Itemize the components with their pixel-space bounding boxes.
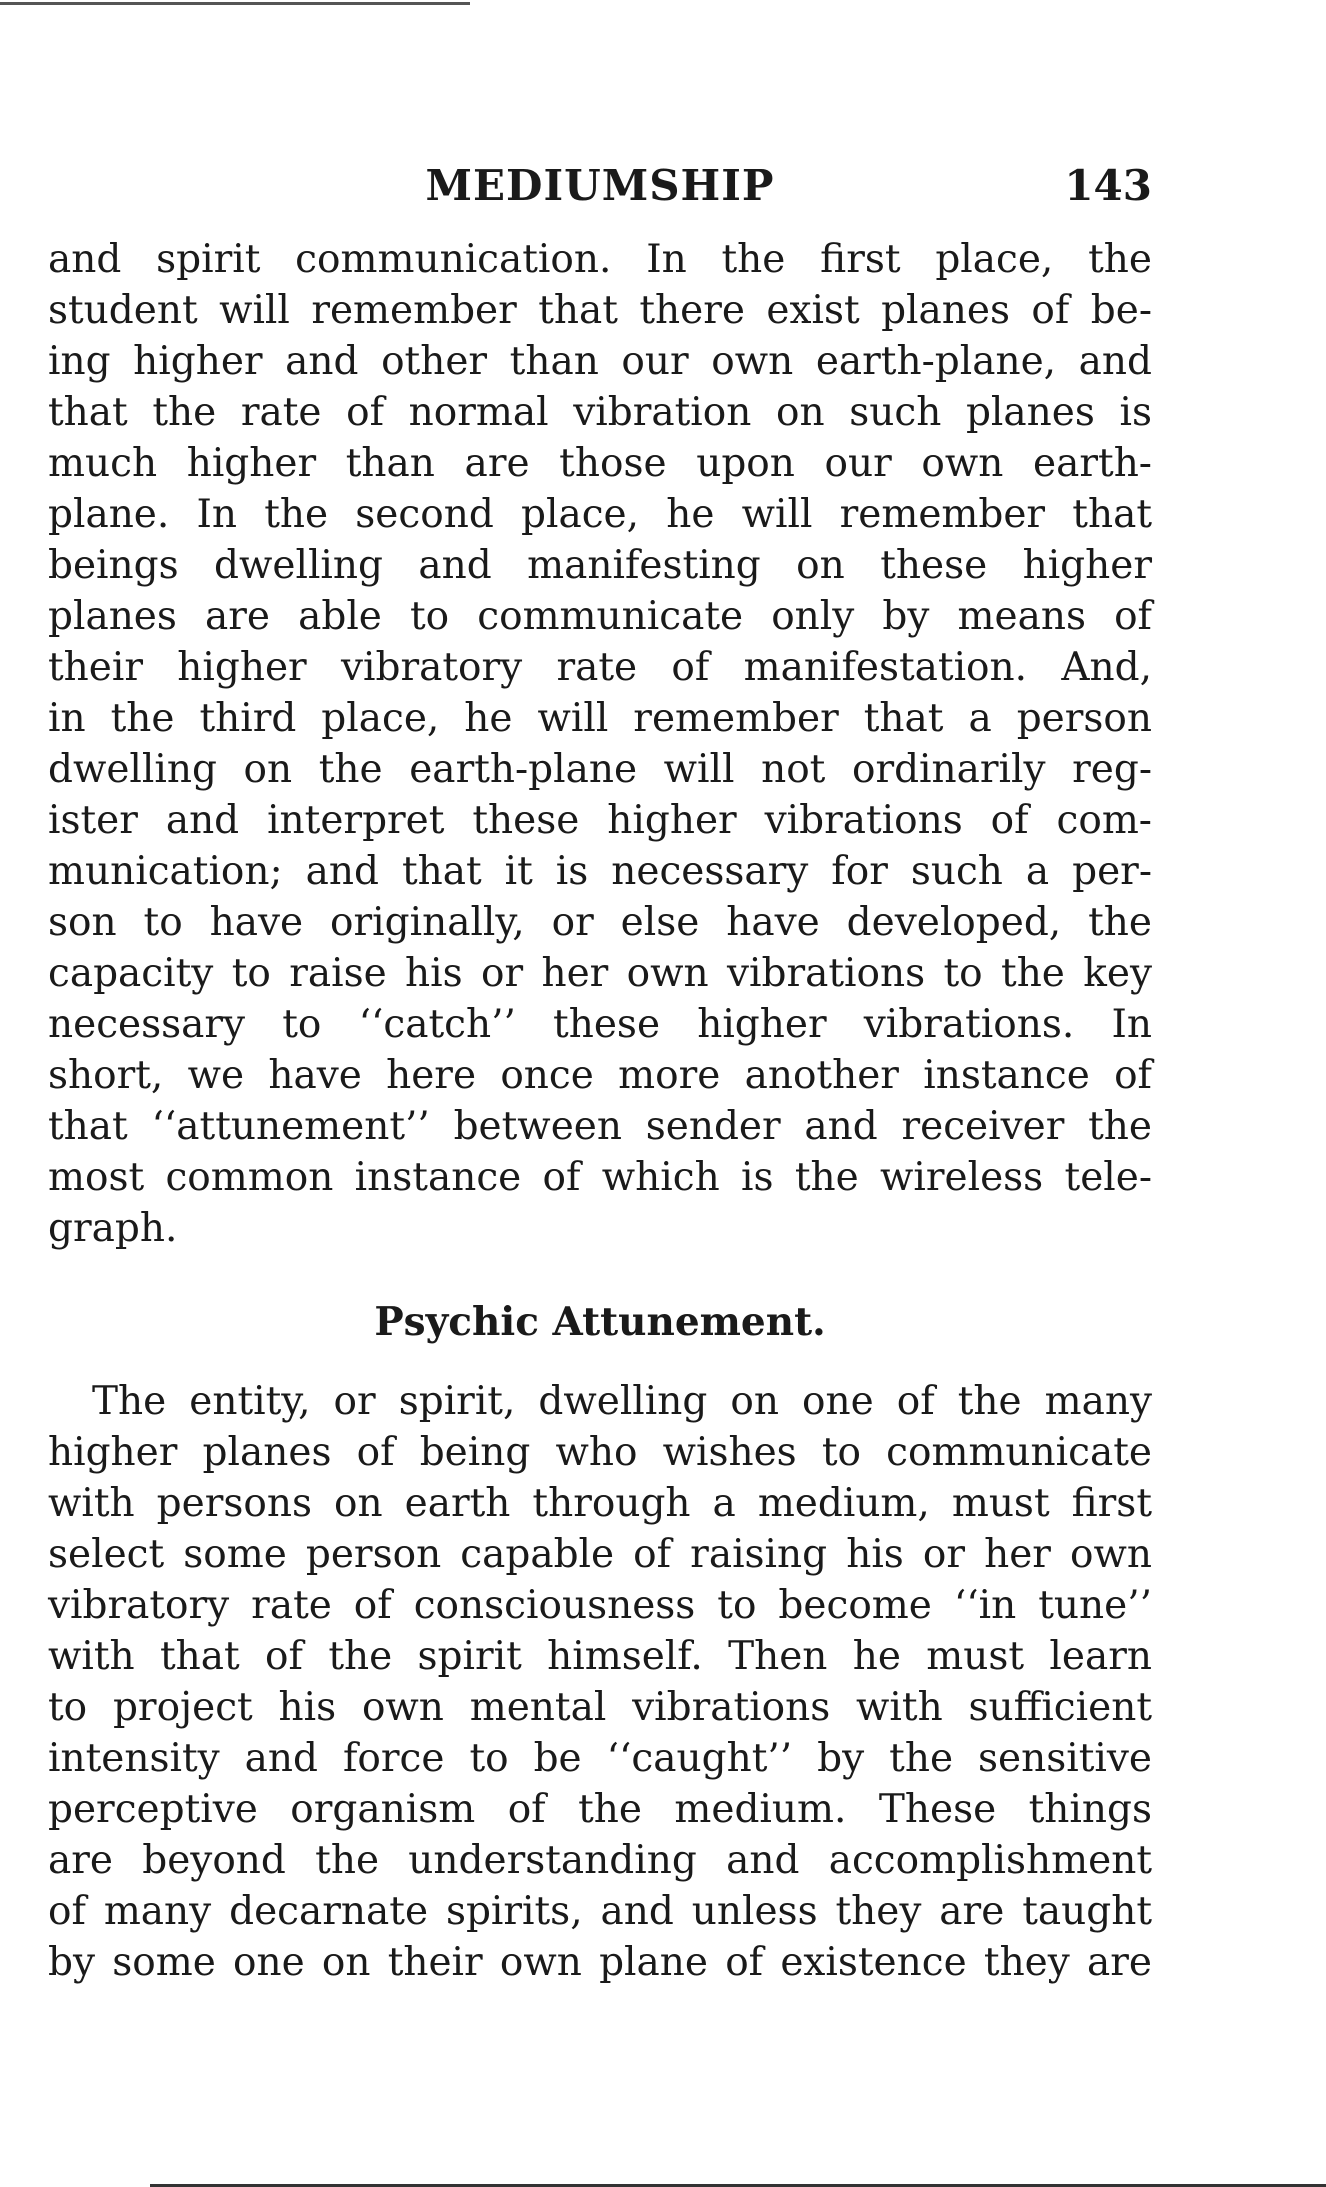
text-line: select some person capable of raising his or her own [48, 1532, 1152, 1577]
text-line: higher planes of being who wishes to communicate [48, 1430, 1152, 1475]
text-line: with that of the spirit himself. Then he must learn [48, 1634, 1152, 1679]
paragraph-2 [48, 1376, 1152, 1988]
text-line: that the rate of normal vibration on such planes is [48, 390, 1152, 435]
text-line: much higher than are those upon our own earth- [48, 441, 1152, 486]
text-line: student will remember that there exist planes of be- [48, 288, 1152, 333]
running-head: MEDIUMSHIP [425, 161, 775, 210]
text-line: intensity and force to be ‘‘caught’’ by the sensitive [48, 1736, 1152, 1781]
text-line: plane. In the second place, he will remember that [48, 492, 1152, 537]
text-line: by some one on their own plane of existence they are [48, 1940, 1152, 1985]
section-heading: Psychic Attunement. [374, 1299, 826, 1345]
text-line: beings dwelling and manifesting on these higher [48, 543, 1152, 588]
text-line: ing higher and other than our own earth-plane, and [48, 339, 1152, 384]
text-line: to project his own mental vibrations with sufficient [48, 1685, 1152, 1730]
text-line: that ‘‘attunement’’ between sender and receiver the [48, 1104, 1152, 1149]
page-number: 143 [1064, 161, 1152, 210]
text-line: are beyond the understanding and accomplishment [48, 1838, 1152, 1883]
paragraph-1 [48, 234, 1152, 1254]
text-line: vibratory rate of consciousness to become ‘‘in tune’’ [48, 1583, 1152, 1628]
text-line: perceptive organism of the medium. These things [48, 1787, 1152, 1832]
text-line: munication; and that it is necessary for such a per- [48, 849, 1152, 894]
text-line: their higher vibratory rate of manifestation. And, [48, 645, 1152, 690]
text-line: dwelling on the earth-plane will not ordinarily reg- [48, 747, 1152, 792]
text-line: capacity to raise his or her own vibrations to the key [48, 951, 1152, 996]
top-edge-rule [0, 2, 470, 5]
text-line: The entity, or spirit, dwelling on one of the many [92, 1379, 1152, 1424]
text-line: most common instance of which is the wireless tele- [48, 1155, 1152, 1200]
text-line: in the third place, he will remember that a person [48, 696, 1152, 741]
text-line: graph. [48, 1206, 178, 1251]
text-line: son to have originally, or else have developed, the [48, 900, 1152, 945]
text-line: short, we have here once more another instance of [48, 1053, 1152, 1098]
text-line: of many decarnate spirits, and unless they are taught [48, 1889, 1152, 1934]
text-line: with persons on earth through a medium, must first [48, 1481, 1152, 1526]
text-line: planes are able to communicate only by means of [48, 594, 1152, 639]
page-header [48, 158, 1152, 214]
text-line: and spirit communication. In the first place, the [48, 237, 1152, 282]
text-line: ister and interpret these higher vibrations of com- [48, 798, 1152, 843]
text-line: necessary to ‘‘catch’’ these higher vibrations. In [48, 1002, 1152, 1047]
